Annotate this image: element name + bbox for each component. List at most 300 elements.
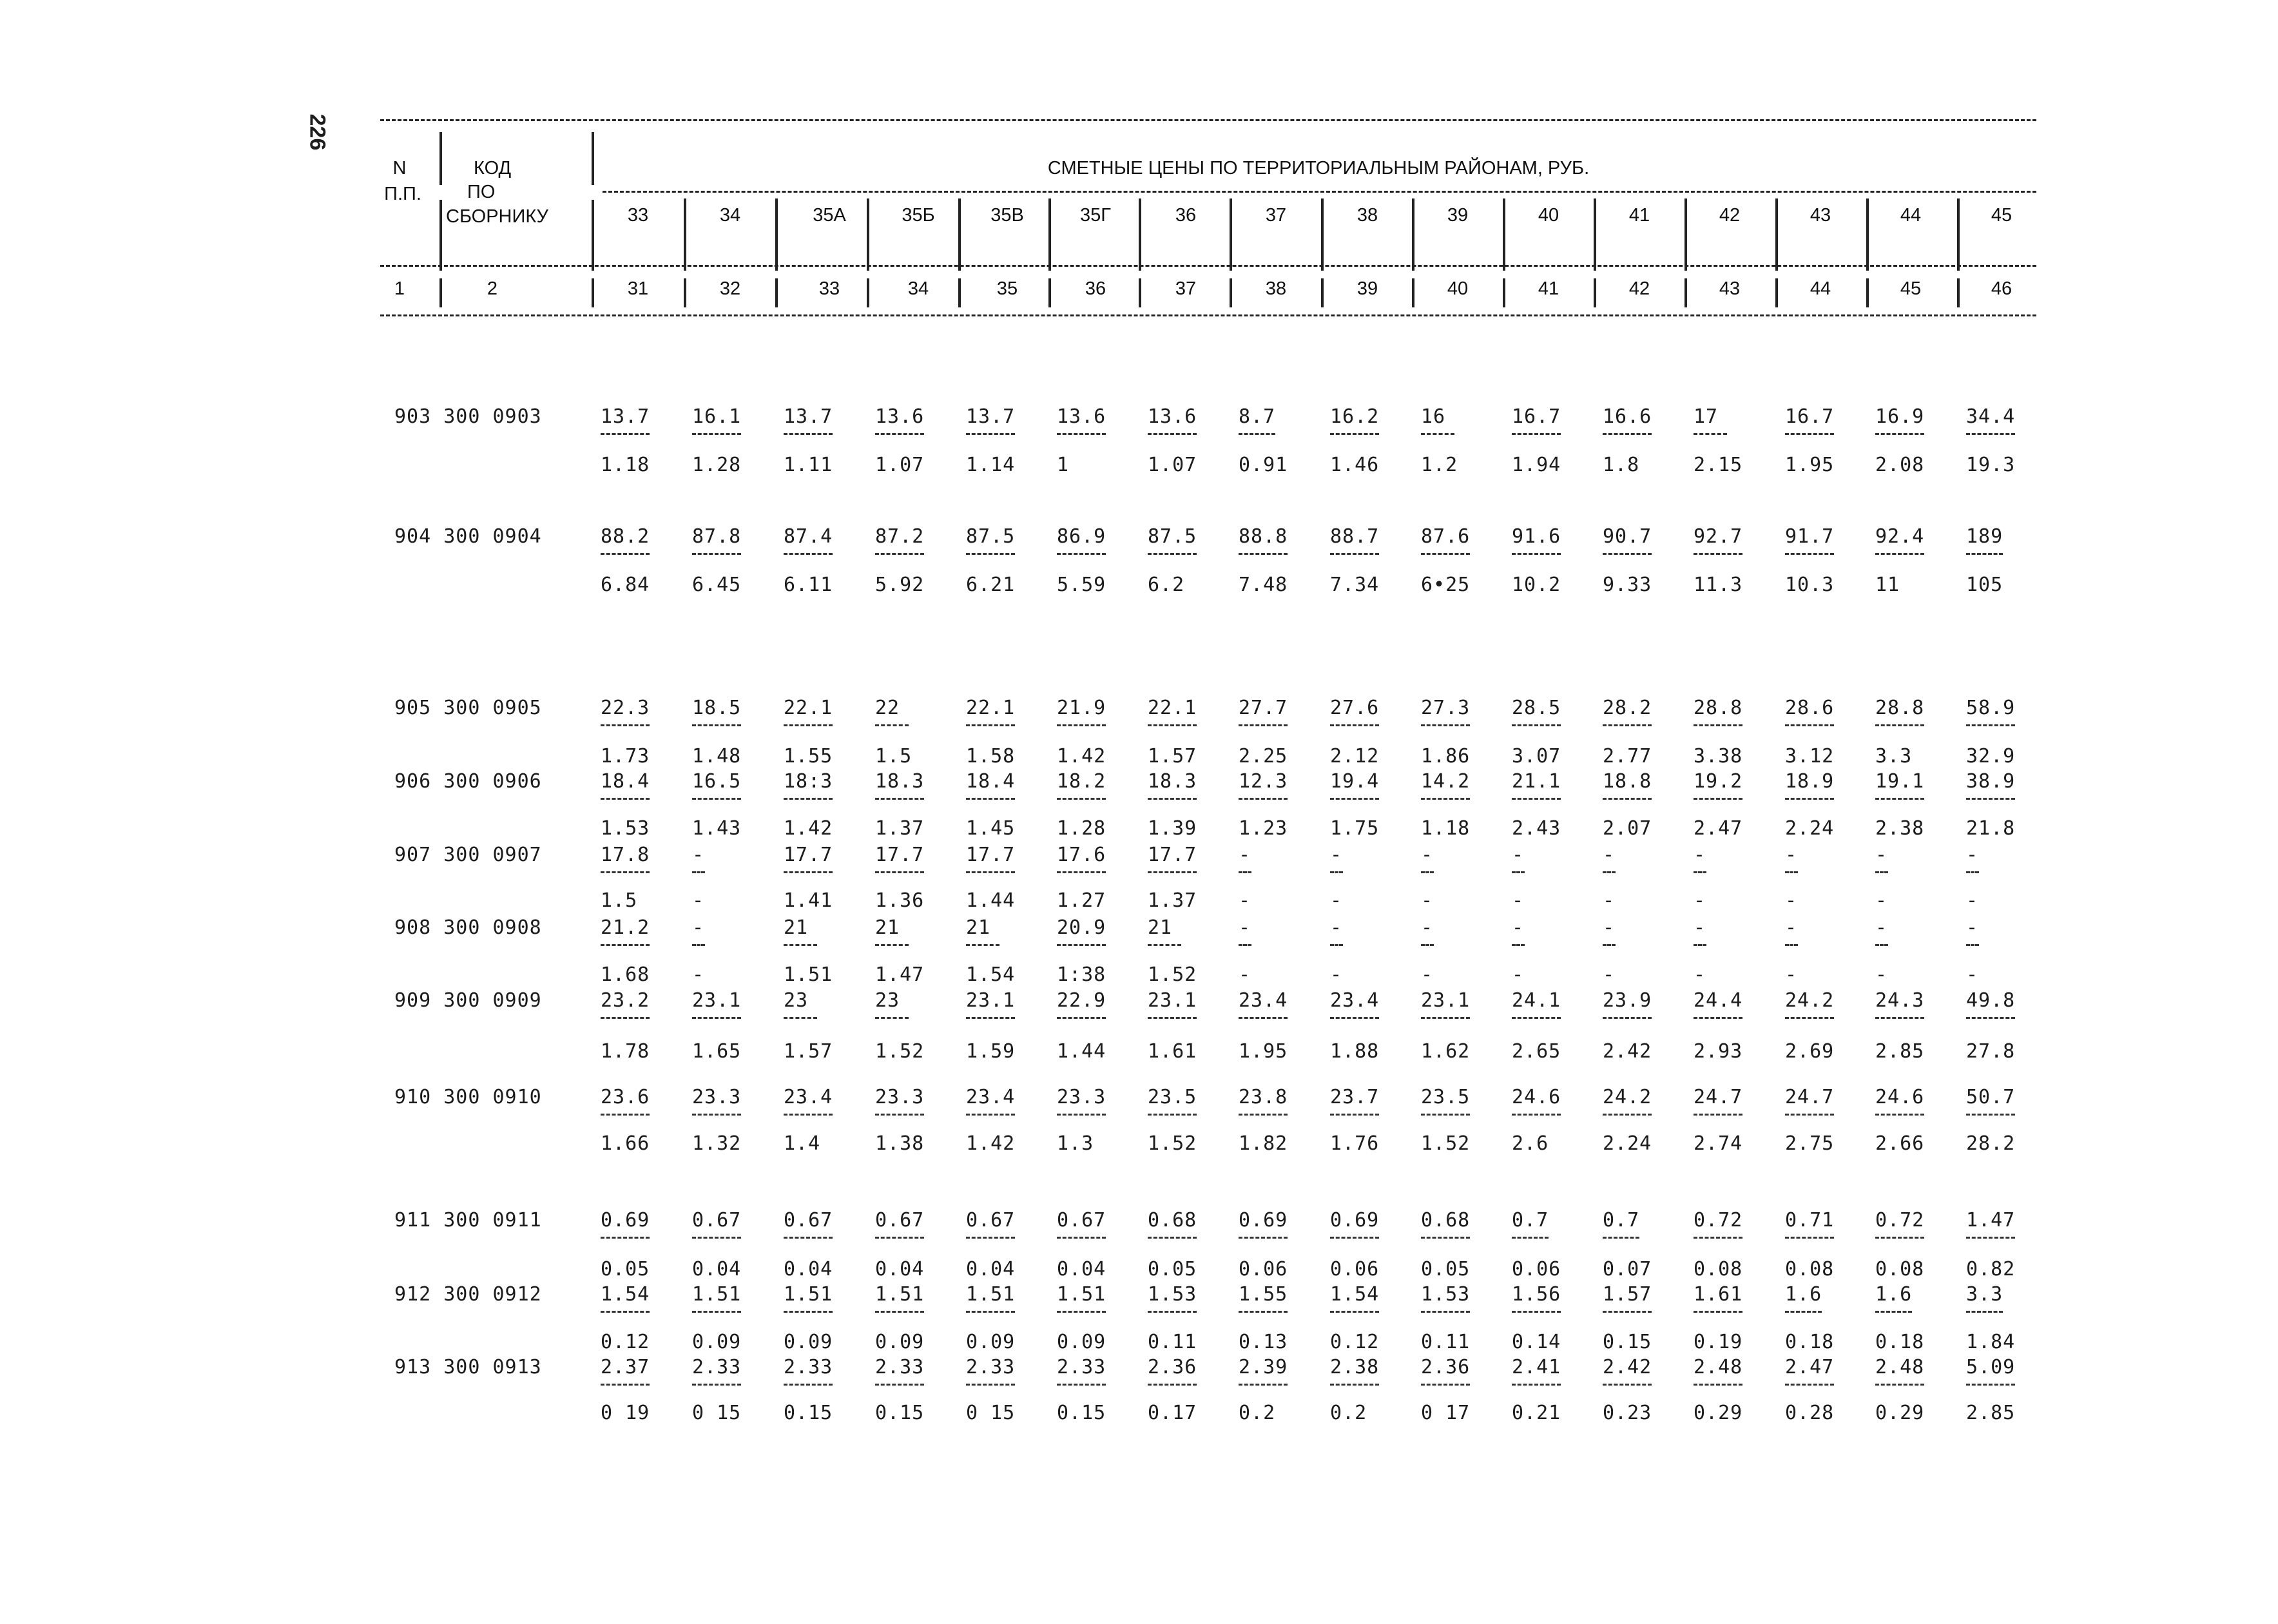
- price-component: 1.41: [784, 889, 833, 912]
- price-total: 189: [1966, 525, 2003, 548]
- column-divider: [1139, 278, 1141, 307]
- fraction-bar: [1785, 724, 1834, 729]
- price-component: 1:38: [1057, 963, 1106, 986]
- column-divider: [684, 278, 686, 307]
- price-total: -: [1966, 844, 1979, 866]
- price-component: 0.09: [966, 1331, 1016, 1353]
- price-component: 1.3: [1057, 1132, 1094, 1155]
- price-total: 0.69: [1239, 1209, 1288, 1232]
- price-total: 49.8: [1966, 989, 2016, 1012]
- price-total: 28.5: [1512, 697, 1561, 719]
- price-component: 1.38: [875, 1132, 925, 1155]
- price-component: 0.29: [1694, 1402, 1743, 1424]
- price-component: 1.57: [1148, 745, 1197, 768]
- fraction-bar: [1785, 1384, 1834, 1388]
- row-label: 910 300 0910: [394, 1086, 542, 1108]
- price-total: 87.4: [784, 525, 833, 548]
- column-divider: [958, 278, 961, 307]
- price-component: 1.95: [1239, 1040, 1288, 1063]
- column-divider: [1503, 278, 1505, 307]
- price-total: 16.7: [1512, 405, 1561, 428]
- price-component: 1.11: [784, 454, 833, 476]
- price-component: 1.75: [1330, 817, 1380, 840]
- header-code-label: КОД: [474, 158, 512, 179]
- price-component: 0.08: [1694, 1258, 1743, 1281]
- price-component: 2.42: [1603, 1040, 1652, 1063]
- price-component: -: [1330, 889, 1343, 912]
- fraction-bar: [1330, 798, 1379, 802]
- price-total: 17.8: [601, 844, 650, 866]
- price-total: 1.53: [1148, 1283, 1197, 1306]
- price-total: 24.6: [1875, 1086, 1925, 1108]
- price-total: 23.3: [692, 1086, 742, 1108]
- price-total: -: [1330, 844, 1343, 866]
- price-component: 0.06: [1512, 1258, 1561, 1281]
- header-npp-label: П.П.: [384, 184, 421, 204]
- price-total: 92.4: [1875, 525, 1925, 548]
- price-component: 1.18: [1421, 817, 1471, 840]
- price-total: 17.7: [966, 844, 1016, 866]
- column-divider: [1321, 278, 1324, 307]
- price-total: 0.67: [692, 1209, 742, 1232]
- fraction-bar: [1512, 1237, 1549, 1241]
- fraction-bar: [601, 871, 650, 876]
- price-component: 0.05: [1148, 1258, 1197, 1281]
- fraction-bar: [875, 1114, 924, 1118]
- row-label: 911 300 0911: [394, 1209, 542, 1232]
- price-total: 28.8: [1875, 697, 1925, 719]
- fraction-bar: [692, 871, 705, 876]
- price-total: -: [1239, 916, 1251, 939]
- row-label: 909 300 0909: [394, 989, 542, 1012]
- price-component: 0.06: [1330, 1258, 1380, 1281]
- header-middle-rule: [380, 265, 2036, 267]
- fraction-bar: [692, 1114, 741, 1118]
- fraction-bar: [1966, 871, 1979, 876]
- price-total: -: [1785, 916, 1798, 939]
- price-component: 1.44: [1057, 1040, 1106, 1063]
- price-total: 91.6: [1512, 525, 1561, 548]
- price-component: 0.04: [784, 1258, 833, 1281]
- fraction-bar: [601, 798, 650, 802]
- price-total: 0.72: [1875, 1209, 1925, 1232]
- price-component: 0.13: [1239, 1331, 1288, 1353]
- price-component: 3.38: [1694, 745, 1743, 768]
- fraction-bar: [875, 1017, 909, 1021]
- price-component: 0.21: [1512, 1402, 1561, 1424]
- fraction-bar: [1148, 1114, 1197, 1118]
- fraction-bar: [1875, 1237, 1924, 1241]
- price-total: 0.68: [1148, 1209, 1197, 1232]
- price-total: 1.53: [1421, 1283, 1471, 1306]
- price-component: 3.12: [1785, 745, 1835, 768]
- fraction-bar: [1148, 871, 1197, 876]
- price-total: 18.9: [1785, 770, 1835, 793]
- column-index: 42: [1628, 278, 1650, 299]
- price-component: -: [1330, 963, 1343, 986]
- price-component: 0.28: [1785, 1402, 1835, 1424]
- price-total: 16.1: [692, 405, 742, 428]
- column-index: 33: [818, 278, 840, 299]
- column-divider: [1775, 198, 1778, 271]
- fraction-bar: [1966, 433, 2015, 438]
- column-divider: [775, 198, 778, 271]
- price-component: 1.59: [966, 1040, 1016, 1063]
- price-component: 0.18: [1785, 1331, 1835, 1353]
- price-total: -: [1421, 844, 1434, 866]
- price-total: 22.3: [601, 697, 650, 719]
- fraction-bar: [1421, 798, 1470, 802]
- fraction-bar: [1057, 1311, 1106, 1315]
- price-component: 1.43: [692, 817, 742, 840]
- price-component: 2.75: [1785, 1132, 1835, 1155]
- price-component: -: [1875, 889, 1888, 912]
- price-component: -: [1966, 963, 1979, 986]
- header-title: СМЕТНЫЕ ЦЕНЫ ПО ТЕРРИТОРИАЛЬНЫМ РАЙОНАМ, РУБ.: [1047, 158, 1590, 179]
- fraction-bar: [1057, 1017, 1106, 1021]
- row-label: 907 300 0907: [394, 844, 542, 866]
- price-component: 0.12: [1330, 1331, 1380, 1353]
- fraction-bar: [1057, 1384, 1106, 1388]
- header-divider: [592, 278, 594, 307]
- district-header: 41: [1628, 205, 1650, 226]
- price-total: 23: [784, 989, 809, 1012]
- fraction-bar: [1421, 871, 1434, 876]
- fraction-bar: [601, 553, 650, 557]
- price-total: 24.3: [1875, 989, 1925, 1012]
- price-component: 1.88: [1330, 1040, 1380, 1063]
- price-total: 88.8: [1239, 525, 1288, 548]
- price-component: 0.2: [1330, 1402, 1367, 1424]
- price-component: 6.84: [601, 574, 650, 596]
- fraction-bar: [1330, 433, 1379, 438]
- price-component: 32.9: [1966, 745, 2016, 768]
- price-total: 17.7: [1148, 844, 1197, 866]
- price-total: 23.4: [1239, 989, 1288, 1012]
- column-index: 31: [627, 278, 649, 299]
- fraction-bar: [875, 553, 924, 557]
- price-total: 0.72: [1694, 1209, 1743, 1232]
- price-total: 27.3: [1421, 697, 1471, 719]
- fraction-bar: [1239, 1237, 1288, 1241]
- price-total: 0.67: [1057, 1209, 1106, 1232]
- fraction-bar: [1785, 1311, 1822, 1315]
- price-total: 2.39: [1239, 1356, 1288, 1378]
- price-total: 17.6: [1057, 844, 1106, 866]
- fraction-bar: [1603, 798, 1652, 802]
- column-divider: [1957, 198, 1960, 271]
- price-total: 2.33: [1057, 1356, 1106, 1378]
- column-index: 36: [1085, 278, 1106, 299]
- price-total: 2.33: [875, 1356, 925, 1378]
- fraction-bar: [1421, 1311, 1470, 1315]
- fraction-bar: [1966, 1384, 2015, 1388]
- price-total: 87.5: [1148, 525, 1197, 548]
- price-total: -: [1421, 916, 1434, 939]
- price-component: 1.14: [966, 454, 1016, 476]
- price-component: 11.3: [1694, 574, 1743, 596]
- fraction-bar: [784, 944, 817, 949]
- price-component: 1.57: [784, 1040, 833, 1063]
- price-component: 1.78: [601, 1040, 650, 1063]
- price-total: 1.51: [1057, 1283, 1106, 1306]
- price-component: 1.18: [601, 454, 650, 476]
- fraction-bar: [1694, 553, 1742, 557]
- fraction-bar: [1694, 1384, 1742, 1388]
- column-index: 45: [1900, 278, 1922, 299]
- fraction-bar: [1057, 433, 1106, 438]
- price-component: 0.04: [966, 1258, 1016, 1281]
- price-total: 2.36: [1148, 1356, 1197, 1378]
- price-total: 0.71: [1785, 1209, 1835, 1232]
- fraction-bar: [1330, 1237, 1379, 1241]
- fraction-bar: [1330, 724, 1379, 729]
- price-component: 7.48: [1239, 574, 1288, 596]
- price-component: 5.92: [875, 574, 925, 596]
- price-total: 2.38: [1330, 1356, 1380, 1378]
- fraction-bar: [1421, 1017, 1470, 1021]
- price-total: -: [1512, 844, 1525, 866]
- price-component: 1.37: [1148, 889, 1197, 912]
- price-component: 1.66: [601, 1132, 650, 1155]
- fraction-bar: [1148, 433, 1197, 438]
- column-divider: [775, 278, 778, 307]
- fraction-bar: [601, 1017, 650, 1021]
- price-total: 23.5: [1421, 1086, 1471, 1108]
- price-total: 2.33: [966, 1356, 1016, 1378]
- price-total: 12.3: [1239, 770, 1288, 793]
- price-component: 0.15: [1057, 1402, 1106, 1424]
- fraction-bar: [1421, 553, 1470, 557]
- price-total: 2.33: [692, 1356, 742, 1378]
- price-total: 2.33: [784, 1356, 833, 1378]
- fraction-bar: [1330, 944, 1343, 949]
- district-header: 45: [1991, 205, 2013, 226]
- price-component: 1.73: [601, 745, 650, 768]
- fraction-bar: [966, 1017, 1015, 1021]
- price-total: -: [692, 916, 705, 939]
- fraction-bar: [1875, 1384, 1924, 1388]
- fraction-bar: [966, 553, 1015, 557]
- price-component: 0.05: [1421, 1258, 1471, 1281]
- price-component: -: [1421, 963, 1434, 986]
- fraction-bar: [1512, 1114, 1561, 1118]
- price-component: 1.52: [1421, 1132, 1471, 1155]
- fraction-bar: [1694, 1311, 1742, 1315]
- fraction-bar: [1148, 798, 1197, 802]
- price-total: 24.6: [1512, 1086, 1561, 1108]
- price-component: 1.68: [601, 963, 650, 986]
- header-divider: [439, 132, 442, 185]
- fraction-bar: [1512, 1384, 1561, 1388]
- price-total: 18.8: [1603, 770, 1652, 793]
- price-component: 0.04: [875, 1258, 925, 1281]
- price-component: 1.44: [966, 889, 1016, 912]
- price-total: 58.9: [1966, 697, 2016, 719]
- fraction-bar: [784, 798, 833, 802]
- fraction-bar: [966, 724, 1015, 729]
- fraction-bar: [1239, 724, 1288, 729]
- fraction-bar: [784, 871, 833, 876]
- header-title-rule: [603, 191, 2036, 193]
- price-total: 23.1: [1421, 989, 1471, 1012]
- price-component: 0.12: [601, 1331, 650, 1353]
- price-component: 28.2: [1966, 1132, 2016, 1155]
- price-component: 0.06: [1239, 1258, 1288, 1281]
- price-total: 1.6: [1785, 1283, 1822, 1306]
- column-divider: [1594, 278, 1596, 307]
- column-divider: [1503, 198, 1505, 271]
- fraction-bar: [966, 871, 1015, 876]
- fraction-bar: [1785, 871, 1798, 876]
- fraction-bar: [966, 433, 1015, 438]
- fraction-bar: [1512, 433, 1561, 438]
- fraction-bar: [1966, 1114, 2015, 1118]
- price-total: 23.1: [692, 989, 742, 1012]
- header-code-label: СБОРНИКУ: [446, 206, 548, 227]
- fraction-bar: [784, 724, 833, 729]
- fraction-bar: [692, 553, 741, 557]
- price-total: 86.9: [1057, 525, 1106, 548]
- price-total: 1.47: [1966, 1209, 2016, 1232]
- price-component: 27.8: [1966, 1040, 2016, 1063]
- price-total: 21.1: [1512, 770, 1561, 793]
- price-component: 6.45: [692, 574, 742, 596]
- district-header: 34: [719, 205, 741, 226]
- price-component: 2.15: [1694, 454, 1743, 476]
- fraction-bar: [1148, 944, 1181, 949]
- district-header: 42: [1719, 205, 1741, 226]
- fraction-bar: [1694, 1114, 1742, 1118]
- price-component: 2.12: [1330, 745, 1380, 768]
- fraction-bar: [601, 1384, 650, 1388]
- price-component: 0 15: [966, 1402, 1016, 1424]
- fraction-bar: [1239, 944, 1251, 949]
- header-npp-label: N: [392, 158, 407, 179]
- price-component: 1.48: [692, 745, 742, 768]
- price-total: -: [1875, 916, 1888, 939]
- price-total: 22.1: [966, 697, 1016, 719]
- price-component: 3.3: [1875, 745, 1913, 768]
- fraction-bar: [1512, 871, 1525, 876]
- price-component: 1.52: [1148, 1132, 1197, 1155]
- price-total: 19.4: [1330, 770, 1380, 793]
- fraction-bar: [601, 1311, 650, 1315]
- price-total: 22: [875, 697, 900, 719]
- fraction-bar: [1239, 1311, 1288, 1315]
- column-index: 32: [719, 278, 741, 299]
- price-component: 1.4: [784, 1132, 821, 1155]
- column-divider: [1957, 278, 1960, 307]
- price-total: 5.09: [1966, 1356, 2016, 1378]
- fraction-bar: [1239, 871, 1251, 876]
- fraction-bar: [1239, 1017, 1288, 1021]
- price-total: 1.56: [1512, 1283, 1561, 1306]
- price-total: 23.4: [966, 1086, 1016, 1108]
- price-total: 27.7: [1239, 697, 1288, 719]
- fraction-bar: [1875, 1114, 1924, 1118]
- fraction-bar: [1785, 944, 1798, 949]
- price-component: 1.23: [1239, 817, 1288, 840]
- fraction-bar: [1057, 724, 1106, 729]
- price-total: 23.8: [1239, 1086, 1288, 1108]
- price-total: -: [1694, 844, 1706, 866]
- price-total: 16.9: [1875, 405, 1925, 428]
- header-index-1: 1: [394, 278, 405, 299]
- price-total: 1.57: [1603, 1283, 1652, 1306]
- price-component: 1.39: [1148, 817, 1197, 840]
- price-total: 34.4: [1966, 405, 2016, 428]
- fraction-bar: [1785, 798, 1834, 802]
- column-divider: [1412, 198, 1414, 271]
- price-component: 1.76: [1330, 1132, 1380, 1155]
- price-component: 1.37: [875, 817, 925, 840]
- price-component: 0.11: [1148, 1331, 1197, 1353]
- price-component: 1.47: [875, 963, 925, 986]
- fraction-bar: [784, 1384, 833, 1388]
- column-index: 39: [1356, 278, 1378, 299]
- price-component: 21.8: [1966, 817, 2016, 840]
- price-total: 0.69: [601, 1209, 650, 1232]
- column-index: 43: [1719, 278, 1741, 299]
- price-total: 0.67: [966, 1209, 1016, 1232]
- column-divider: [1412, 278, 1414, 307]
- column-divider: [958, 198, 961, 271]
- price-total: 21: [784, 916, 809, 939]
- price-component: 0.08: [1785, 1258, 1835, 1281]
- price-total: 23.7: [1330, 1086, 1380, 1108]
- price-total: 27.6: [1330, 697, 1380, 719]
- column-divider: [1775, 278, 1778, 307]
- price-component: 0.05: [601, 1258, 650, 1281]
- price-total: 23.2: [601, 989, 650, 1012]
- price-total: 18.5: [692, 697, 742, 719]
- fraction-bar: [1875, 433, 1924, 438]
- fraction-bar: [601, 433, 650, 438]
- price-component: -: [1603, 889, 1616, 912]
- district-header: 43: [1810, 205, 1831, 226]
- price-total: 2.48: [1694, 1356, 1743, 1378]
- price-total: 13.6: [875, 405, 925, 428]
- fraction-bar: [966, 1384, 1015, 1388]
- fraction-bar: [1330, 871, 1343, 876]
- price-total: 21.2: [601, 916, 650, 939]
- fraction-bar: [1239, 798, 1288, 802]
- fraction-bar: [1421, 1114, 1470, 1118]
- price-total: 0.7: [1512, 1209, 1549, 1232]
- price-component: 105: [1966, 574, 2003, 596]
- price-total: 19.1: [1875, 770, 1925, 793]
- price-component: 1.82: [1239, 1132, 1288, 1155]
- column-index: 46: [1991, 278, 2013, 299]
- price-total: -: [1603, 844, 1616, 866]
- price-total: 13.7: [784, 405, 833, 428]
- price-total: 2.36: [1421, 1356, 1471, 1378]
- price-total: 17.7: [784, 844, 833, 866]
- fraction-bar: [1966, 1237, 2015, 1241]
- district-header: 36: [1175, 205, 1197, 226]
- district-header: 33: [627, 205, 649, 226]
- fraction-bar: [1421, 1237, 1470, 1241]
- fraction-bar: [1875, 944, 1888, 949]
- price-component: 0.17: [1148, 1402, 1197, 1424]
- fraction-bar: [1603, 724, 1652, 729]
- price-component: 1.86: [1421, 745, 1471, 768]
- price-total: 24.1: [1512, 989, 1561, 1012]
- price-total: 1.54: [601, 1283, 650, 1306]
- row-label: 912 300 0912: [394, 1283, 542, 1306]
- header-top-rule: [380, 119, 2036, 121]
